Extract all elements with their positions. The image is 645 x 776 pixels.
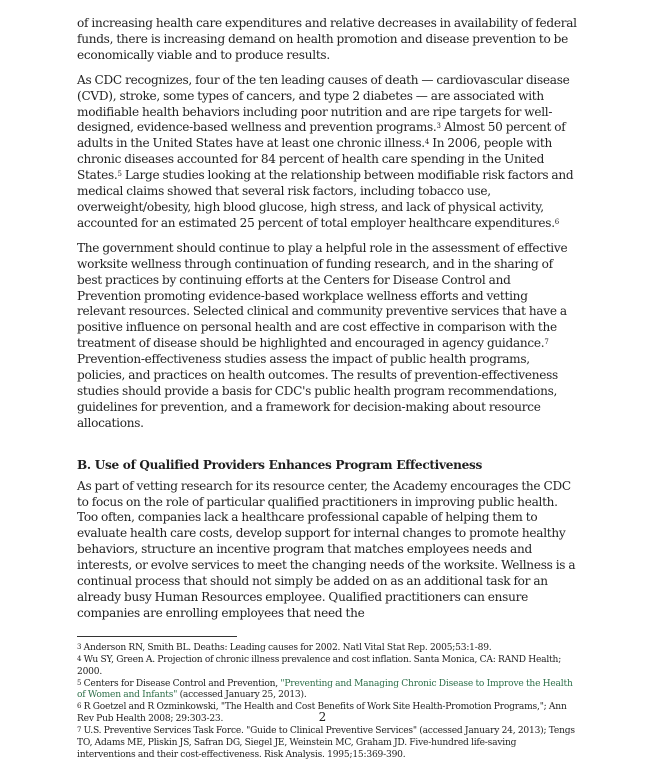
paragraph-leading-causes [77,73,577,232]
footnote-3 [77,643,577,655]
paragraph-text: In 2006, people with chronic diseases accounted for 84 percent of health care spending in the United States. [77,136,552,183]
footnote-text: U.S. Preventive Services Task Force. "Guide to Clinical Preventive Services" (accessed January 24, 2013); Tengs TO, Adams ME, Pliskin JS, Safran DG, Siegel JE, Weinstein MC, Graham JD. Five-hundred life-saving interventions and their cost-effectiveness. Risk Analysis. 1995;15:369-390. [77,726,575,760]
footnote-text: Wu SY, Green A. Projection of chronic illness prevalence and cost inflation. Santa Monica, CA: RAND Health; 2000. [77,654,562,677]
footnote-7 [77,726,577,762]
footnote-text: Anderson RN, Smith BL. Deaths: Leading causes for 2002. Natl Vital Stat Rep. 2005;53:1-89. [81,642,492,653]
footnote-ref-7[interactable]: 7 [544,338,549,347]
footnote-ref-4[interactable]: 4 [424,138,430,147]
footnote-ref-3[interactable]: 3 [436,122,441,131]
footnote-separator [77,636,237,637]
paragraph-text: As CDC recognizes, four of the ten leading causes of death — cardiovascular disease (CVD), stroke, some types of cancers, and type 2 diabetes — are associated with modifiable health behaviors including poor nutrition and are ripe targets for well-designed, evidence-based wellness and prevention programs. [77,72,570,135]
footnotes [77,643,577,762]
footnote-number: 4 [77,654,82,663]
footnote-ref-5[interactable]: 5 [117,170,122,179]
paragraph-text: Prevention-effectiveness studies assess the impact of public health programs, policies, and practices on health outcomes. The results of prevention-effectiveness studies should provide a basis for CDC's public health program recommendations, guidelines for prevention, and a framework for decision-making about resource allocations. [77,352,558,430]
footnote-number: 3 [77,642,82,651]
footnote-text: R Goetzel and R Ozminkowski, "The Health and Cost Benefits of Work Site Health-Promotion Programs,"; Ann Rev Pub Health 2008; 29:303-23. [77,702,567,725]
footnote-5 [77,679,577,703]
section-b-heading: B. Use of Qualified Providers Enhances Program Effectiveness [77,457,482,472]
document-page [77,16,577,762]
paragraph-funding-context [77,16,577,64]
paragraph-qualified-providers [77,479,577,622]
page-number: 2 [318,710,327,724]
paragraph-government-role [77,241,577,432]
paragraph-text: Almost 50 percent of adults in the United States have at least one chronic illness. [77,120,566,151]
footnote-ref-6[interactable]: 6 [554,217,559,226]
footnote-text: (accessed January 25, 2013). [177,690,307,701]
paragraph-text: of increasing health care expenditures and relative decreases in availability of federal funds, there is increasing demand on health promotion and disease prevention to be economically viable and to produce results. [77,16,577,62]
footnote-link[interactable]: "Preventing and Managing Chronic Disease to Improve the Health of Women and Infants" [77,678,573,701]
footnote-4 [77,655,577,679]
paragraph-text: Large studies looking at the relationship between modifiable risk factors and medical claims showed that several risk factors, including tobacco use, overweight/obesity, high blood glucose, high stress, and lack of physical activity, accounted for an estimated 25 percent of total employer healthcare expenditures. [77,168,574,230]
footnote-number: 7 [77,726,82,735]
paragraph-text: The government should continue to play a helpful role in the assessment of effective worksite wellness through continuation of funding research, and in the sharing of best practices by continuing efforts at the Centers for Disease Control and Prevention promoting evidence-based workplace wellness efforts and vetting relevant resources. Selected clinical and community preventive services that have a positive influence on personal health and are cost effective in comparison with the treatment of disease should be highlighted and encouraged in agency guidance. [77,240,568,351]
footnote-text: Centers for Disease Control and Prevention, [81,678,281,689]
paragraph-text: As part of vetting research for its resource center, the Academy encourages the CDC to focus on the role of particular qualified practitioners in improving public health. Too often, companies lack a healthcare professional capable of helping them to evaluate health care costs, develop support for internal changes to promote healthy behaviors, structure an incentive program that matches employees needs and interests, or evolve services to meet the changing needs of the worksite. Wellness is a continual process that should not simply be added on as an additional task for an already busy Human Resources employee. Qualified practitioners can ensure companies are enrolling employees that need the [77,478,576,620]
footnote-number: 5 [77,678,82,687]
footnote-number: 6 [77,702,82,711]
